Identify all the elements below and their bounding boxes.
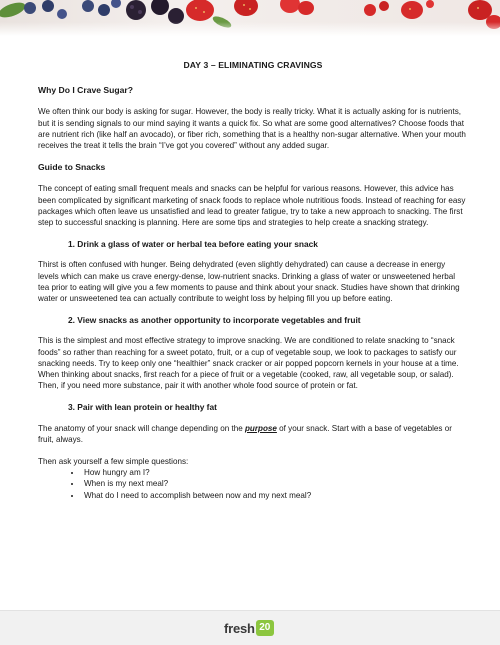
section-heading-crave-sugar: Why Do I Crave Sugar? bbox=[38, 85, 134, 96]
fresh20-logo bbox=[224, 617, 274, 639]
list-item: • When is my next meal? bbox=[82, 478, 468, 489]
tip-3-text-after: of your snack. Start with a base of vegetables or fruit, always. bbox=[38, 423, 452, 444]
questions-list bbox=[38, 467, 468, 501]
list-item: • What do I need to accomplish between now and my next meal? bbox=[82, 490, 468, 501]
section-heading-guide-to-snacks: Guide to Snacks bbox=[38, 162, 106, 173]
paragraph-guide-to-snacks: The concept of eating small frequent meals and snacks can be helpful for various reasons. However, this advice has been complicated by significant marketing of snack foods to replace whole nutritious foods. Instead of reaching for easy packages which often leave us unsatisfied and lead to greater fatigue, try to take a new approach to snacking. The first step to successful snacking is planning. Here are some tips and strategies to help create a snacking strategy. bbox=[38, 184, 466, 228]
paragraph-crave-sugar: We often think our body is asking for sugar. However, the body is really tricky. What it is actually asking for is nutrients, but it is sending signals to our mind saying it wants a quick fix. So what are some good alternatives? Choose foods that are nutrient rich (like half an avocado), or fiber rich, something that is a healthy non-sugar alternative. When your mouth receives the treat it tells the brain “I’ve got you covered” without any added sugar. bbox=[38, 107, 466, 151]
document-body bbox=[38, 60, 468, 501]
tip-heading-2: 2. View snacks as another opportunity to incorporate vegetables and fruit bbox=[68, 315, 361, 326]
logo-word: fresh bbox=[224, 620, 255, 636]
tip-paragraph-3 bbox=[38, 423, 468, 445]
tip-heading-3: 3. Pair with lean protein or healthy fat bbox=[68, 402, 217, 413]
questions-intro: Then ask yourself a few simple questions: bbox=[38, 457, 189, 467]
page-title: DAY 3 – ELIMINATING CRAVINGS bbox=[183, 60, 323, 70]
banner-fade bbox=[0, 22, 500, 36]
list-item: • How hungry am I? bbox=[82, 467, 468, 478]
tip-paragraph-1: Thirst is often confused with hunger. Being dehydrated (even slightly dehydrated) can cause a decrease in energy levels which can make us crave energy-dense, low-nutrient snacks. Drinking a glass of water or unsweetened herbal tea prior to eating will give you a few moments to pause and think about your snack. Studies have shown that drinking water or unsweetened tea can actually contribute to weight loss by helping fill you up before eating. bbox=[38, 260, 460, 304]
berries-header-image bbox=[0, 0, 500, 36]
tip-heading-1: 1. Drink a glass of water or herbal tea before eating your snack bbox=[68, 239, 318, 250]
logo-number-badge: 20 bbox=[256, 620, 274, 636]
tip-3-text-before: The anatomy of your snack will change depending on the bbox=[38, 423, 245, 433]
tip-3-emphasis: purpose bbox=[244, 423, 277, 433]
tip-paragraph-2: This is the simplest and most effective strategy to improve snacking. We are conditioned to relate snacking to “snack foods” so rather than reaching for a sweet potato, fruit, or a cup of vegetable soup, we look to packages to satisfy our snacking needs. Try to keep only one “healthier” snack cracker or air popped popcorn kernels in your house at a time. When thinking about snacks, first reach for a piece of fruit or a vegetable (cooked, raw, all vegetable soup, or salad). Then, if you need more substance, pair it with another whole food source of protein or fat. bbox=[38, 336, 459, 391]
